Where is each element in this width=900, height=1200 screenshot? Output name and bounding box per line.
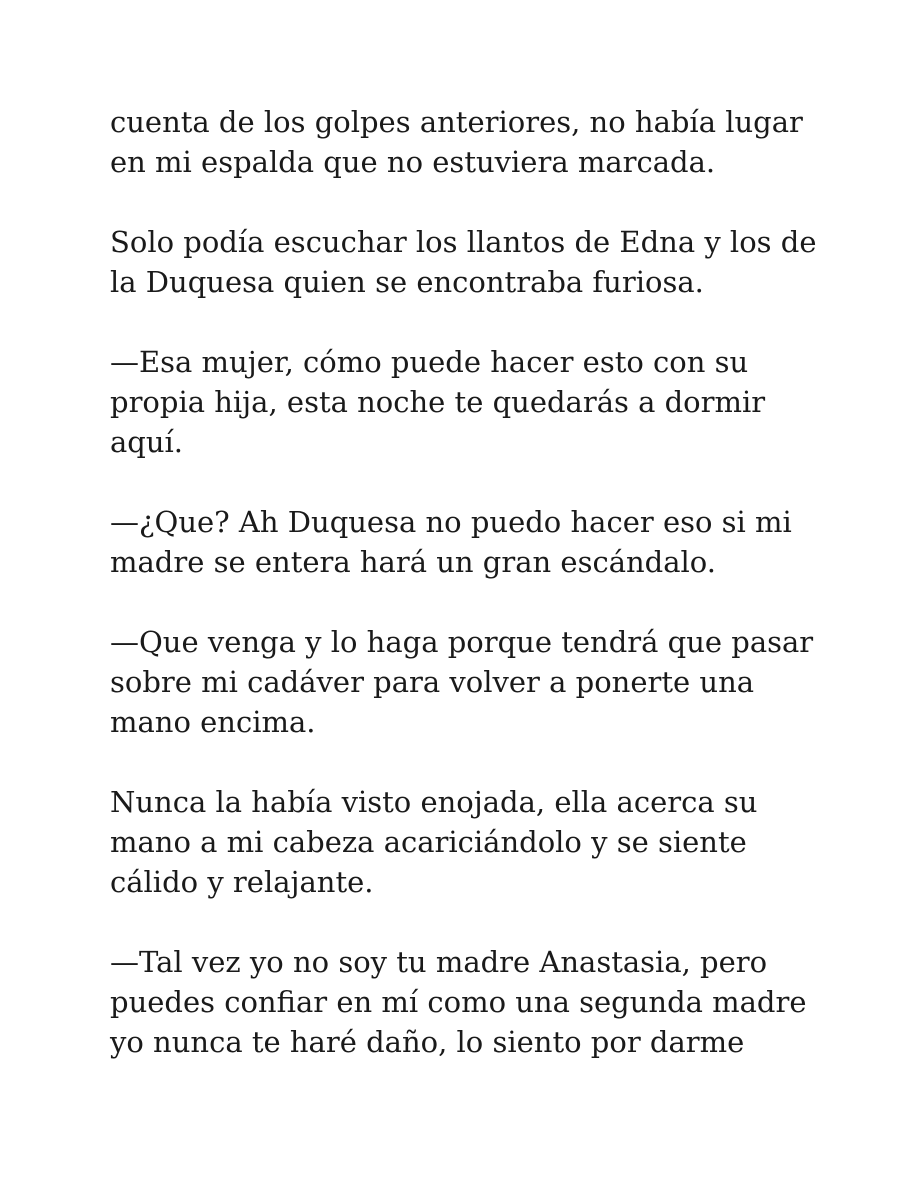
text-line: yo nunca te haré daño, lo siento por darme [110,1025,745,1059]
paragraph-6 [110,782,810,902]
text-line: sobre mi cadáver para volver a ponerte una [110,665,755,699]
text-line: en mi espalda que no estuviera marcada. [110,145,716,179]
text-line: mano a mi cabeza acariciándolo y se siente [110,825,747,859]
text-line: —Que venga y lo haga porque tendrá que pasar [110,625,814,659]
text-line: mano encima. [110,705,316,739]
text-line: —Esa mujer, cómo puede hacer esto con su [110,345,749,379]
document-page [110,102,817,1062]
text-line: puedes confiar en mí como una segunda madre [110,985,807,1019]
text-line: propia hija, esta noche te quedarás a dormir [110,385,766,419]
text-line: —¿Que? Ah Duquesa no puedo hacer eso si mi [110,505,792,539]
paragraph-1 [110,102,810,182]
paragraph-3 [110,342,810,462]
text-line: aquí. [110,425,184,459]
paragraph-7 [110,942,810,1062]
paragraph-4 [110,502,810,582]
text-line: madre se entera hará un gran escándalo. [110,545,716,579]
text-line: Nunca la había visto enojada, ella acerca su [110,785,758,819]
text-line: cálido y relajante. [110,865,374,899]
text-line: —Tal vez yo no soy tu madre Anastasia, pero [110,945,768,979]
text-line: Solo podía escuchar los llantos de Edna y los de [110,225,817,259]
paragraph-5 [110,622,814,742]
paragraph-2 [110,222,817,302]
text-line: la Duquesa quien se encontraba furiosa. [110,265,704,299]
text-line: cuenta de los golpes anteriores, no había lugar [110,105,803,139]
